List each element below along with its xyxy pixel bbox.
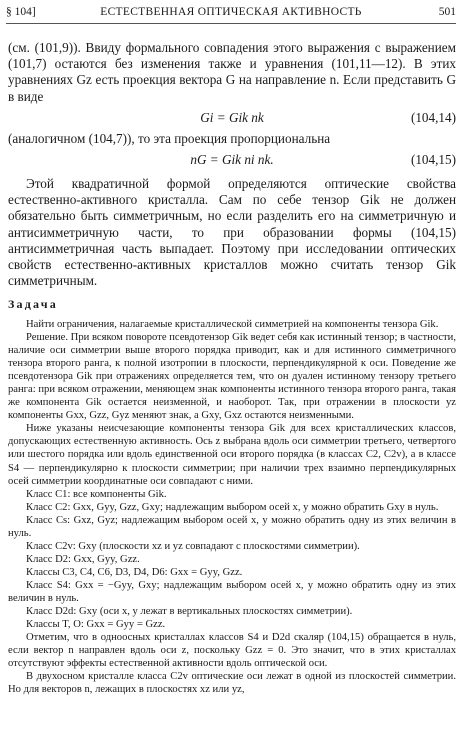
class-item: Класс C2v: Gxy (плоскости xz и yz совпадают с плоскостями симметрии). (26, 540, 360, 552)
class-item: Класс D2d: Gxy (оси x, y лежат в вертикальных плоскостях симметрии). (26, 606, 353, 618)
page-number: 501 (438, 6, 456, 18)
equation-formula: nG = Gik ni nk. (190, 152, 274, 167)
equation-formula: Gi = Gik nk (200, 110, 264, 125)
solution-paragraph: Решение. При всяком повороте псевдотензор Gik ведет себя как истинный тензор; в частности, наличие оси симметрии выше второго порядка приводит, как и для истинного симметричного тензора второго ранга, к полной изотропии в плоскости, перпендикулярной к оси. Поведение же псевдотензора Gik при отражениях определяется тем, что он дуален истинному тензору третьего ранга: при всяком отражении, меняющем знак компоненты истинного тензора второго ранга, такая же компонента Gik остается неизменной, и наоборот. Так, при отражении в плоскости yz компоненты Gxx, Gzz, Gyz меняют знак, а Gxy, Gxz остаются неизменными. (8, 332, 456, 422)
paragraph-3: Этой квадратичной формой определяются оптические свойства естественно-активного кристалла. Сам по себе тензор Gik не должен обязательно быть симметричным, но если разделить его на симметричную и антисимметричную части, то при образовании формы (104,15) антисимметричная часть выпадает. Поэтому при исследовании оптических свойств естественно-активных кристаллов можно считать тензор Gik симметричным. (8, 176, 456, 289)
task-heading: Задача (8, 297, 58, 311)
equation-number: (104,14) (410, 110, 456, 125)
chapter-title: ЕСТЕСТВЕННАЯ ОПТИЧЕСКАЯ АКТИВНОСТЬ (100, 6, 362, 18)
class-item: Класс D2: Gxx, Gyy, Gzz. (26, 553, 140, 565)
paragraph-1: (см. (101,9)). Ввиду формального совпадения этого выражения с выражением (101,7) остаются без изменения также и уравнения (101,11—12). В этих уравнениях Gz есть проекция вектора G на направление n. Если представить G в виде (8, 40, 456, 104)
task-statement: Найти ограничения, налагаемые кристаллической симметрией на компоненты тензора Gik. (26, 319, 439, 330)
paragraph-2: (аналогичном (104,7)), то эта проекция пропорциональна (8, 131, 331, 146)
running-header (6, 6, 456, 22)
note-paragraph: Отметим, что в одноосных кристаллах классов S4 и D2d скаляр (104,15) обращается в нуль, если вектор n направлен вдоль оси z, поскольку Gzz = 0. Это значит, что в этих кристаллах отсутствуют эффекты естественной активности вдоль оптической оси. (8, 632, 456, 670)
class-item: Класс C2: Gxx, Gyy, Gzz, Gxy; надлежащим выбором осей x, y можно обратить Gxy в нуль. (26, 501, 439, 513)
biaxial-paragraph: В двухосном кристалле класса C2v оптические оси лежат в одной из плоскостей симметрии. Но для векторов n, лежащих в плоскостях xz или yz, (8, 671, 456, 696)
class-item: Классы C3, C4, C6, D3, D4, D6: Gxx = Gyy, Gzz. (26, 566, 243, 578)
class-item: Классы T, O: Gxx = Gyy = Gzz. (26, 619, 166, 631)
task-body (8, 318, 456, 696)
equation-104-14 (8, 110, 456, 128)
class-item: Класс S4: Gxx = −Gyy, Gxy; надлежащим выбором осей x, y можно обратить одну из этих величин в нуль. (8, 579, 456, 604)
class-item: Класс Cs: Gxz, Gyz; надлежащим выбором осей x, y можно обратить одну из этих величин в нуль. (8, 514, 456, 539)
components-intro: Ниже указаны неисчезающие компоненты тензора Gik для всех кристаллических классов, допускающих естественную активность. Ось z выбрана вдоль оси симметрии третьего, четвертого или шестого порядка или вдоль единственной оси второго порядка (в классах C2, C2v), а в классе S4 — перпендикулярно к плоскости симметрии; при наличии трех взаимно перпендикулярных осей симметрии координатные оси совпадают с ними. (8, 423, 456, 487)
equation-number: (104,15) (410, 152, 456, 167)
class-item: Класс C1: все компоненты Gik. (26, 488, 167, 500)
section-number: § 104] (6, 6, 36, 18)
equation-104-15 (8, 152, 456, 170)
header-rule (6, 23, 456, 24)
